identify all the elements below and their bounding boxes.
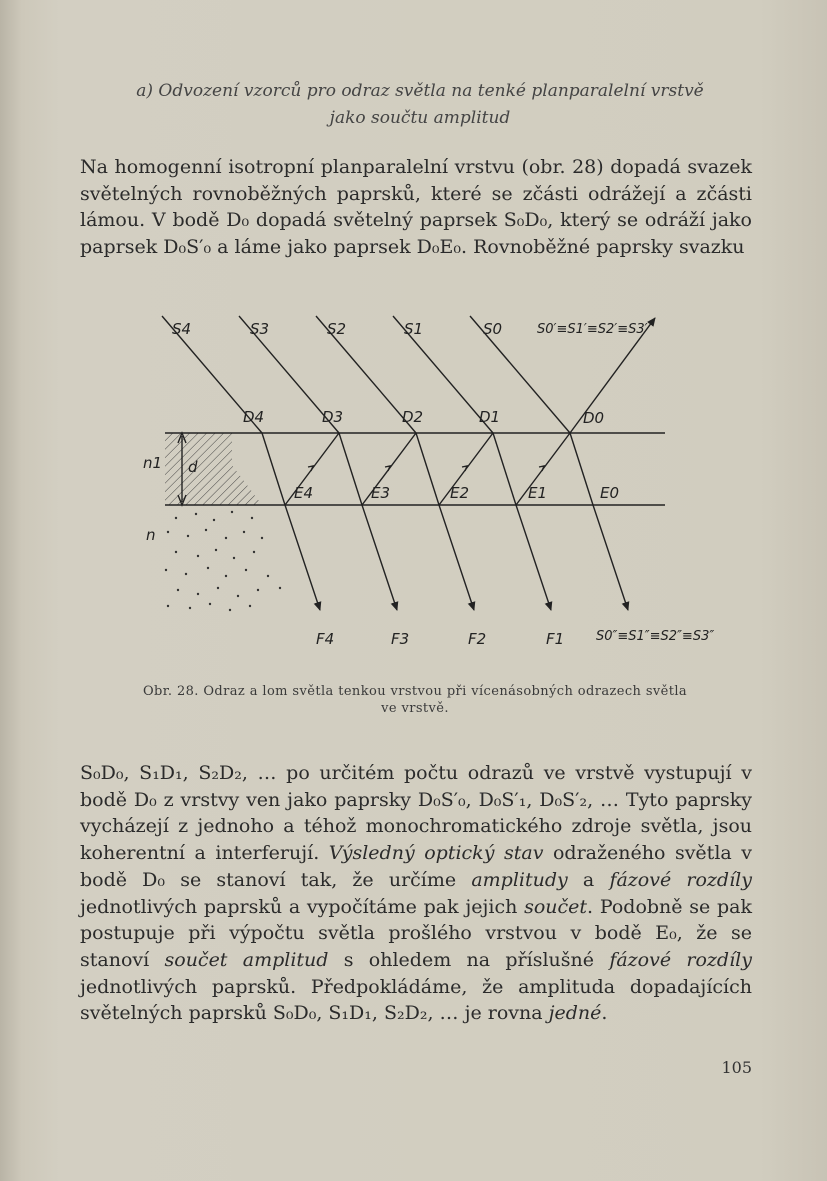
label-d1: D1 bbox=[479, 408, 501, 426]
transmitted-ray-e0 bbox=[593, 505, 628, 610]
label-s0: S0 bbox=[483, 320, 503, 338]
label-s3: S3 bbox=[250, 320, 270, 338]
label-n: n bbox=[146, 526, 156, 544]
emphasis-phase-differences-2: fázové rozdíly bbox=[609, 948, 752, 971]
emphasis-optical-state: Výsledný optický stav bbox=[328, 842, 544, 865]
section-title-line-2: jako součtu amplitud bbox=[329, 108, 511, 128]
label-e4: E4 bbox=[294, 484, 314, 502]
label-d0: D0 bbox=[583, 409, 605, 427]
label-d2: D2 bbox=[402, 408, 424, 426]
label-e3: E3 bbox=[371, 484, 391, 502]
figure-28 bbox=[0, 300, 827, 670]
transmitted-ray-f1 bbox=[516, 505, 551, 610]
label-s1: S1 bbox=[404, 320, 424, 338]
label-f4: F4 bbox=[316, 630, 335, 648]
refracted-d0-e0 bbox=[570, 433, 593, 505]
label-transmitted-combined: S0″≡S1″≡S2″≡S3″ bbox=[596, 629, 715, 644]
refracted-d3-e3 bbox=[339, 433, 362, 505]
section-title bbox=[80, 78, 760, 132]
emphasis-one: jedné bbox=[548, 1002, 602, 1025]
figure-caption bbox=[90, 683, 740, 717]
label-d3: D3 bbox=[322, 408, 344, 426]
transmitted-ray-f2 bbox=[439, 505, 474, 610]
layer-hatch bbox=[165, 433, 262, 505]
refracted-d2-e2 bbox=[416, 433, 439, 505]
emphasis-amplitudes: amplitudy bbox=[471, 868, 568, 891]
text-run: . Podobně se pak postupuje při výpočtu světla prošlého vrstvou v bodě E₀, že se stanoví bbox=[80, 895, 752, 971]
text-run: jednotlivých paprsků. Předpokládáme, že amplituda dopadajících světelných paprsků S₀D₀, S₁D₁, S₂D₂, … je rovna bbox=[80, 975, 752, 1025]
paragraph-main bbox=[80, 760, 752, 1027]
label-d-thickness: d bbox=[188, 458, 198, 476]
label-s4: S4 bbox=[172, 320, 192, 338]
refracted-d1-e1 bbox=[493, 433, 516, 505]
transmitted-ray-f4 bbox=[285, 505, 320, 610]
section-title-line-1: a) Odvození vzorců pro odraz světla na tenké planparalelní vrstvě bbox=[136, 81, 704, 101]
label-f2: F2 bbox=[468, 630, 487, 648]
paragraph-intro: Na homogenní isotropní planparalelní vrstvu (obr. 28) dopadá svazek světelných rovnoběžných paprsků, které se zčásti odrážejí a zčásti lámou. V bodě D₀ dopadá světelný paprsek S₀D₀, který se odráží jako paprsek D₀S′₀ a láme jako paprsek D₀E₀. Rovnoběžné paprsky svazku bbox=[80, 156, 752, 258]
caption-line-1: Obr. 28. Odraz a lom světla tenkou vrstvou při vícenásobných odrazech světla bbox=[142, 684, 688, 699]
page-number: 105 bbox=[721, 1058, 752, 1077]
refracted-d4-e4 bbox=[262, 433, 285, 505]
thin-film-diagram bbox=[0, 300, 827, 670]
label-f3: F3 bbox=[391, 630, 410, 648]
text-run: odraženého světla v bodě D₀ se stanoví tak, že určíme bbox=[80, 842, 752, 891]
emphasis-phase-differences: fázové rozdíly bbox=[609, 868, 752, 891]
label-s2: S2 bbox=[327, 320, 347, 338]
label-n1: n1 bbox=[143, 454, 163, 472]
emphasis-sum-amplitudes: součet amplitud bbox=[164, 948, 329, 971]
label-e0: E0 bbox=[600, 484, 620, 502]
label-d4: D4 bbox=[243, 408, 265, 426]
emphasis-sum: součet bbox=[524, 895, 588, 918]
label-e2: E2 bbox=[450, 484, 470, 502]
text-run: jednotlivých paprsků a vypočítáme pak jejich bbox=[80, 895, 525, 918]
substrate-dots bbox=[165, 511, 281, 611]
text-run: . bbox=[601, 1002, 608, 1025]
transmitted-ray-f3 bbox=[362, 505, 397, 610]
text-run: s ohledem na příslušné bbox=[328, 948, 610, 971]
label-f1: F1 bbox=[546, 630, 565, 648]
text-run: S₀D₀, S₁D₁, S₂D₂, … po určitém počtu odrazů ve vrstvě vystupují v bodě D₀ z vrstvy ven jako paprsky D₀S′₀, D₀S′₁, D₀S′₂, … Tyto paprsky vycházejí z jednoho a téhož monochromatického zdroje světla, jsou koherentní a interferují. bbox=[80, 762, 752, 865]
text-run: a bbox=[567, 868, 610, 891]
caption-line-2: ve vrstvě. bbox=[381, 701, 449, 716]
label-reflected-combined: S0′≡S1′≡S2′≡S3′ bbox=[537, 322, 648, 337]
label-e1: E1 bbox=[528, 484, 548, 502]
